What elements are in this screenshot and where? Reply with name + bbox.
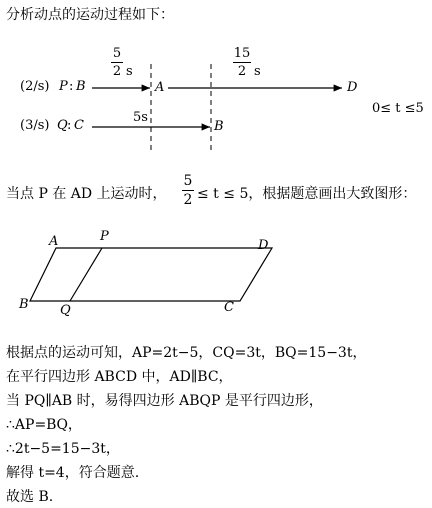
q-start: C	[74, 118, 84, 133]
solution-line-3: 当 PQ∥AB 时，易得四边形 ABQP 是平行四边形，	[6, 393, 323, 409]
fraction-bar	[182, 190, 194, 191]
solution-line-1: 根据点的运动可知，AP=2t−5，CQ=3t，BQ=15−3t，	[6, 345, 367, 361]
p-rate: (2/s)	[20, 79, 50, 94]
parallelogram-abcd	[30, 248, 272, 301]
solution-line-6: 解得 t=4，符合题意.	[6, 465, 140, 481]
fraction-bar	[233, 62, 251, 63]
t-range: 0≤ t ≤5	[372, 101, 424, 116]
point-q-label: Q	[60, 303, 71, 318]
time-unit-2: s	[254, 64, 261, 79]
fraction-denominator: 2	[237, 64, 247, 79]
time-fraction-2	[233, 46, 251, 79]
vertex-a-label: A	[49, 234, 59, 249]
q-time: 5s	[133, 110, 148, 125]
q-rate: (3/s)	[20, 118, 50, 133]
fraction-denominator: 2	[112, 64, 122, 79]
fraction-numerator: 5	[112, 46, 122, 61]
fraction-denominator: 2	[183, 192, 193, 208]
vertex-b-label: B	[19, 297, 29, 312]
solution-line-7: 故选 B.	[6, 489, 54, 505]
point-p-label: P	[100, 229, 109, 244]
fraction-numerator: 5	[183, 173, 193, 189]
p-colon: :	[69, 79, 74, 94]
time-fraction-1	[111, 46, 123, 79]
q-colon: :	[67, 118, 72, 133]
vertex-d-label: D	[258, 238, 269, 253]
solution-line-4: ∴AP=BQ，	[6, 417, 82, 433]
segment-pq	[70, 248, 102, 301]
p-start: B	[76, 79, 86, 94]
condition-fraction	[182, 173, 194, 208]
condition-text-after: ≤ t ≤ 5，根据题意画出大致图形：	[197, 186, 417, 202]
q-label: Q	[57, 118, 68, 133]
point-a-label: A	[155, 80, 165, 95]
point-b-label: B	[214, 119, 224, 134]
fraction-bar	[111, 62, 123, 63]
fraction-numerator: 15	[233, 46, 251, 61]
solution-line-5: ∴2t−5=15−3t，	[6, 441, 120, 457]
time-unit-1: s	[126, 64, 133, 79]
condition-text-before: 当点 P 在 AD 上运动时，	[6, 186, 167, 202]
vertex-c-label: C	[224, 300, 234, 315]
point-d-label: D	[347, 80, 358, 95]
solution-line-2: 在平行四边形 ABCD 中，AD∥BC，	[6, 369, 233, 385]
p-label: P	[59, 79, 68, 94]
intro-text: 分析动点的运动过程如下：	[6, 7, 174, 23]
